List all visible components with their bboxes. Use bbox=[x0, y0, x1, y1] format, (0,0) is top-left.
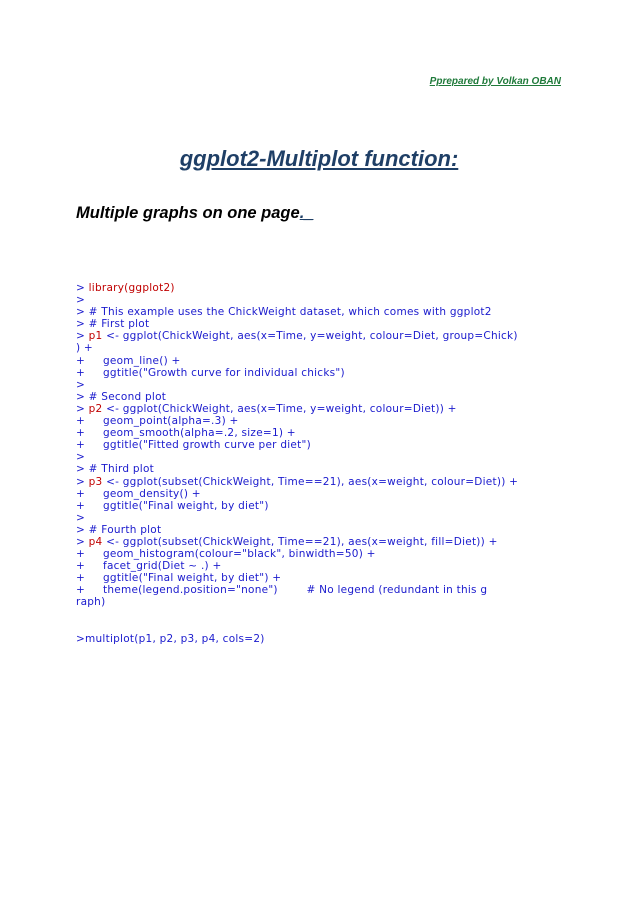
code-line-rest: facet_grid(Diet ~ .) + bbox=[103, 560, 222, 573]
code-line-prefix: + bbox=[76, 415, 103, 428]
code-line-prefix: > bbox=[76, 318, 89, 331]
code-line-prefix: > bbox=[76, 282, 89, 294]
code-line-rest: ggtitle("Fitted growth curve per diet") bbox=[103, 439, 311, 452]
code-line bbox=[76, 379, 566, 391]
code-line-prefix: ) + bbox=[76, 342, 93, 355]
code-line bbox=[76, 282, 566, 294]
code-line-prefix: > bbox=[76, 390, 89, 403]
code-line-rest: geom_density() + bbox=[103, 487, 201, 500]
code-line-rest: # This example uses the ChickWeight dataset, which comes with ggplot2 bbox=[88, 306, 492, 319]
code-line bbox=[76, 318, 566, 330]
code-line-rest: <- ggplot(subset(ChickWeight, Time==21), aes(x=weight, fill=Diet)) + bbox=[102, 535, 498, 548]
code-line bbox=[76, 294, 566, 306]
code-line bbox=[76, 596, 566, 608]
code-line-rest: geom_point(alpha=.3) + bbox=[103, 415, 239, 428]
code-line-prefix: > bbox=[76, 306, 89, 319]
code-line-rest: <- ggplot(subset(ChickWeight, Time==21), aes(x=weight, colour=Diet)) + bbox=[102, 475, 519, 488]
code-line-red: p1 bbox=[88, 330, 103, 343]
code-line-prefix: + bbox=[76, 572, 103, 585]
code-line-rest: geom_histogram(colour="black", binwidth=50) + bbox=[103, 548, 376, 561]
code-line-prefix: + bbox=[76, 366, 103, 379]
code-line-prefix: + bbox=[76, 560, 103, 573]
code-line bbox=[76, 306, 566, 318]
code-line bbox=[76, 572, 566, 584]
code-line bbox=[76, 367, 566, 379]
code-line-rest: ggtitle("Final weight, by diet") bbox=[103, 499, 269, 512]
code-line-red: library(ggplot2) bbox=[88, 282, 175, 294]
code-line-prefix: + bbox=[76, 354, 103, 367]
code-line-prefix: + bbox=[76, 499, 103, 512]
code-line bbox=[76, 548, 566, 560]
code-line bbox=[76, 584, 566, 596]
code-line bbox=[76, 391, 566, 403]
code-line bbox=[76, 524, 566, 536]
code-line-prefix: > bbox=[76, 378, 86, 391]
code-line-prefix: > bbox=[76, 511, 86, 524]
code-line-red: p3 bbox=[88, 475, 103, 488]
final-command: >multiplot(p1, p2, p3, p4, cols=2) bbox=[76, 633, 265, 645]
code-line bbox=[76, 488, 566, 500]
code-line bbox=[76, 463, 566, 475]
code-line-prefix: + bbox=[76, 487, 103, 500]
code-line-prefix: > bbox=[76, 402, 89, 415]
code-line-prefix: + bbox=[76, 439, 103, 452]
code-line-prefix: + bbox=[76, 548, 103, 561]
code-line bbox=[76, 355, 566, 367]
code-line bbox=[76, 560, 566, 572]
code-line-prefix: > bbox=[76, 463, 89, 476]
code-line-rest: theme(legend.position="none") # No legend (redundant in this g bbox=[103, 584, 488, 597]
code-line-prefix: > bbox=[76, 451, 86, 464]
code-line-rest: # First plot bbox=[88, 318, 150, 331]
code-line-rest: <- ggplot(ChickWeight, aes(x=Time, y=weight, colour=Diet, group=Chick) bbox=[102, 330, 518, 343]
code-line-prefix: raph) bbox=[76, 596, 106, 609]
author-byline: Pprepared by Volkan OBAN bbox=[429, 76, 561, 87]
page-title: ggplot2-Multiplot function: bbox=[179, 146, 459, 171]
code-block bbox=[76, 282, 566, 609]
code-line-rest: geom_smooth(alpha=.2, size=1) + bbox=[103, 427, 296, 440]
code-line bbox=[76, 500, 566, 512]
code-line-prefix: > bbox=[76, 475, 89, 488]
code-line-prefix: + bbox=[76, 427, 103, 440]
code-line-rest: geom_line() + bbox=[103, 354, 181, 367]
code-line-rest: # Second plot bbox=[88, 390, 167, 403]
code-line-red: p2 bbox=[88, 402, 103, 415]
code-line bbox=[76, 512, 566, 524]
code-line-rest: # Third plot bbox=[88, 463, 155, 476]
code-line bbox=[76, 536, 566, 548]
code-line bbox=[76, 476, 566, 488]
code-line bbox=[76, 427, 566, 439]
code-line bbox=[76, 439, 566, 451]
code-line-rest: # Fourth plot bbox=[88, 523, 162, 536]
code-line-rest: ggtitle("Growth curve for individual chicks") bbox=[103, 366, 345, 379]
code-line-red: p4 bbox=[88, 535, 103, 548]
code-line-prefix: + bbox=[76, 584, 103, 597]
section-heading-text: Multiple graphs on one page bbox=[76, 204, 300, 222]
code-line-prefix: > bbox=[76, 330, 89, 343]
code-line bbox=[76, 403, 566, 415]
code-line bbox=[76, 330, 566, 342]
code-line-rest: ggtitle("Final weight, by diet") + bbox=[103, 572, 282, 585]
code-line bbox=[76, 342, 566, 354]
section-heading bbox=[76, 204, 313, 223]
code-line bbox=[76, 451, 566, 463]
section-heading-tail: ._ bbox=[299, 204, 314, 222]
code-line-prefix: > bbox=[76, 523, 89, 536]
code-line-prefix: > bbox=[76, 535, 89, 548]
code-line-prefix: > bbox=[76, 294, 86, 307]
code-line-rest: <- ggplot(ChickWeight, aes(x=Time, y=weight, colour=Diet)) + bbox=[102, 402, 457, 415]
code-line bbox=[76, 415, 566, 427]
